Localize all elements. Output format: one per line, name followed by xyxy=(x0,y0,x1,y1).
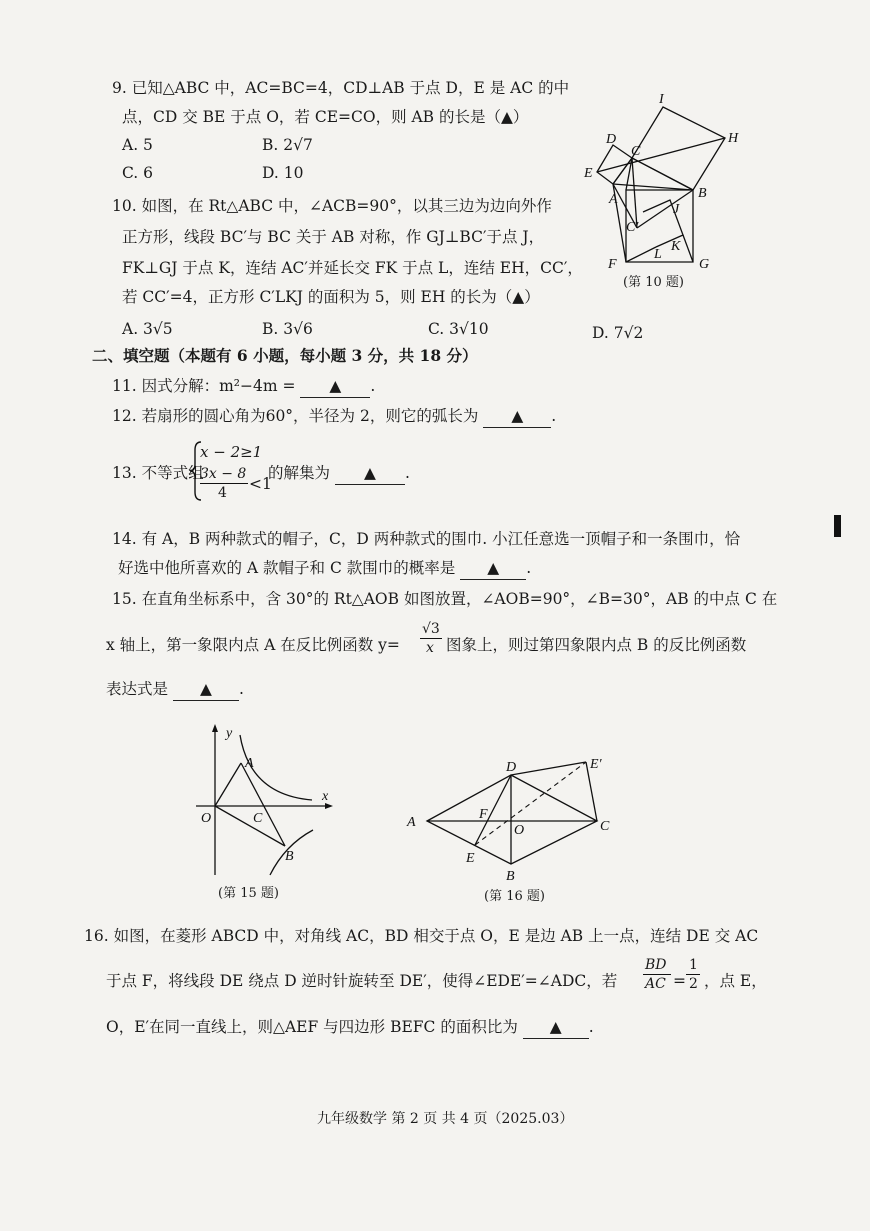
q16-frac1-den: AC xyxy=(645,976,666,992)
q14-line1: 14. 有 A，B 两种款式的帽子，C，D 两种款式的围巾. 小江任意选一顶帽子和一条围巾，恰 xyxy=(112,530,741,548)
svg-text:D: D xyxy=(506,760,517,775)
q15-line3-wrap: 表达式是 ▲ . xyxy=(106,678,244,701)
svg-text:A: A xyxy=(245,756,254,771)
q12-stem: 12. 若扇形的圆心角为60°，半径为 2，则它的弧长为 xyxy=(112,407,479,425)
q13-suffix-wrap: 的解集为 ▲ . xyxy=(268,462,410,485)
q15-answer-blank[interactable]: ▲ xyxy=(173,678,239,701)
svg-text:x: x xyxy=(322,789,329,804)
q12-text: 12. 若扇形的圆心角为60°，半径为 2，则它的弧长为 ▲ . xyxy=(112,405,556,428)
q15-line1: 15. 在直角坐标系中，含 30°的 Rt△AOB 如图放置，∠AOB=90°，∠B=30°，AB 的中点 C 在 xyxy=(112,590,778,608)
q9-line2: 点，CD 交 BE 于点 O，若 CE=CO，则 AB 的长是（▲） xyxy=(122,108,529,126)
svg-text:E′: E′ xyxy=(590,757,602,772)
svg-text:G: G xyxy=(699,257,710,272)
svg-text:B: B xyxy=(285,849,294,864)
q16-line1: 16. 如图，在菱形 ABCD 中，对角线 AC，BD 相交于点 O，E 是边 AB 上一点，连结 DE 交 AC xyxy=(84,927,759,945)
q16-line2a: 于点 F，将线段 DE 绕点 D 逆时针旋转至 DE′，使得∠EDE′=∠ADC，若 xyxy=(106,972,618,990)
q10-option-b: B. 3√6 xyxy=(262,320,313,338)
svg-text:I: I xyxy=(659,92,664,107)
svg-text:A: A xyxy=(609,192,618,207)
svg-text:C: C xyxy=(253,811,263,826)
q16-frac2-num: 1 xyxy=(689,957,698,973)
q15-frac-den: x xyxy=(426,640,434,656)
q16-line3-wrap: O，E′在同一直线上，则△AEF 与四边形 BEFC 的面积比为 ▲ . xyxy=(106,1016,594,1039)
svg-text:B: B xyxy=(698,186,707,201)
q13-inequality-1: x − 2≥1 xyxy=(200,443,263,461)
figure-16-caption: (第 16 题) xyxy=(484,889,545,904)
q15-line2b: 图象上，则过第四象限内点 B 的反比例函数 xyxy=(446,636,747,654)
q14-line2: 好选中他所喜欢的 A 款帽子和 C 款围巾的概率是 xyxy=(118,559,456,577)
q13-inequality-2-num: 3x − 8 xyxy=(200,466,247,482)
q10-line3: FK⊥GJ 于点 K，连结 AC′并延长交 FK 于点 L，连结 EH，CC′， xyxy=(122,259,583,277)
svg-text:L: L xyxy=(654,247,662,262)
q15-frac-bar xyxy=(420,638,442,639)
q12-answer-blank[interactable]: ▲ xyxy=(483,405,551,428)
figure-15 xyxy=(190,722,340,887)
q13-answer-blank[interactable]: ▲ xyxy=(335,462,405,485)
svg-text:O: O xyxy=(201,811,212,826)
svg-text:H: H xyxy=(728,131,739,146)
q10-line4: 若 CC′=4，正方形 C′LKJ 的面积为 5，则 EH 的长为（▲） xyxy=(122,288,540,306)
q9-option-a: A. 5 xyxy=(122,136,153,154)
q10-line2: 正方形，线段 BC′与 BC 关于 AB 对称，作 GJ⊥BC′于点 J， xyxy=(122,228,545,246)
svg-text:O: O xyxy=(514,823,525,838)
svg-text:y: y xyxy=(226,726,233,741)
q15-line2a: x 轴上，第一象限内点 A 在反比例函数 y= xyxy=(106,636,400,654)
q16-eq: = xyxy=(673,972,686,990)
figure-10 xyxy=(575,90,750,290)
q16-answer-blank[interactable]: ▲ xyxy=(523,1016,589,1039)
q13-prefix: 13. 不等式组 xyxy=(112,464,204,482)
svg-text:F: F xyxy=(479,807,488,822)
svg-text:C: C xyxy=(600,819,610,834)
q10-option-d: D. 7√2 xyxy=(592,324,644,342)
q16-frac1-bar xyxy=(643,974,671,975)
q10-option-c: C. 3√10 xyxy=(428,320,489,338)
figure-10-caption: (第 10 题) xyxy=(623,275,684,290)
q9-option-c: C. 6 xyxy=(122,164,154,182)
svg-text:D: D xyxy=(606,132,617,147)
figure-15-caption: (第 15 题) xyxy=(218,886,279,901)
q15-frac-num: √3 xyxy=(422,621,440,637)
q14-line2-wrap: 好选中他所喜欢的 A 款帽子和 C 款围巾的概率是 ▲ . xyxy=(118,557,531,580)
svg-text:A: A xyxy=(407,815,416,830)
q9-line1: 9. 已知△ABC 中，AC=BC=4，CD⊥AB 于点 D，E 是 AC 的中 xyxy=(112,79,570,97)
q16-frac1-num: BD xyxy=(645,957,667,973)
svg-text:E: E xyxy=(584,166,593,181)
margin-mark xyxy=(834,515,841,537)
q13-inequality-2-den: 4 xyxy=(218,485,227,501)
svg-text:J: J xyxy=(673,202,680,217)
q10-option-a: A. 3√5 xyxy=(122,320,173,338)
section-2-heading: 二、填空题（本题有 6 小题，每小题 3 分，共 18 分） xyxy=(92,346,478,365)
svg-text:C: C xyxy=(631,144,641,159)
q15-line3: 表达式是 xyxy=(106,680,169,698)
q16-line3: O，E′在同一直线上，则△AEF 与四边形 BEFC 的面积比为 xyxy=(106,1018,518,1036)
svg-text:F: F xyxy=(608,257,617,272)
q11-stem: 11. 因式分解：m²−4m = xyxy=(112,377,296,395)
figure-16 xyxy=(400,755,620,885)
page-footer: 九年级数学 第 2 页 共 4 页（2025.03） xyxy=(317,1111,574,1127)
svg-text:C′: C′ xyxy=(626,220,639,235)
q11-text: 11. 因式分解：m²−4m = ▲ . xyxy=(112,375,375,398)
q16-line2b: ，点 E， xyxy=(704,972,767,990)
q10-line1: 10. 如图，在 Rt△ABC 中，∠ACB=90°，以其三边为边向外作 xyxy=(112,197,552,215)
q16-frac2-den: 2 xyxy=(689,976,698,992)
q13-fraction-bar xyxy=(200,483,248,484)
q9-option-b: B. 2√7 xyxy=(262,136,313,154)
q14-answer-blank[interactable]: ▲ xyxy=(460,557,526,580)
q9-option-d: D. 10 xyxy=(262,164,304,182)
q13-suffix: 的解集为 xyxy=(268,464,331,482)
q11-answer-blank[interactable]: ▲ xyxy=(300,375,370,398)
svg-text:B: B xyxy=(506,869,515,884)
q16-frac2-bar xyxy=(686,974,700,975)
svg-text:E: E xyxy=(466,851,475,866)
svg-text:K: K xyxy=(671,239,681,254)
q13-inequality-2-tail: <1 xyxy=(249,475,272,493)
